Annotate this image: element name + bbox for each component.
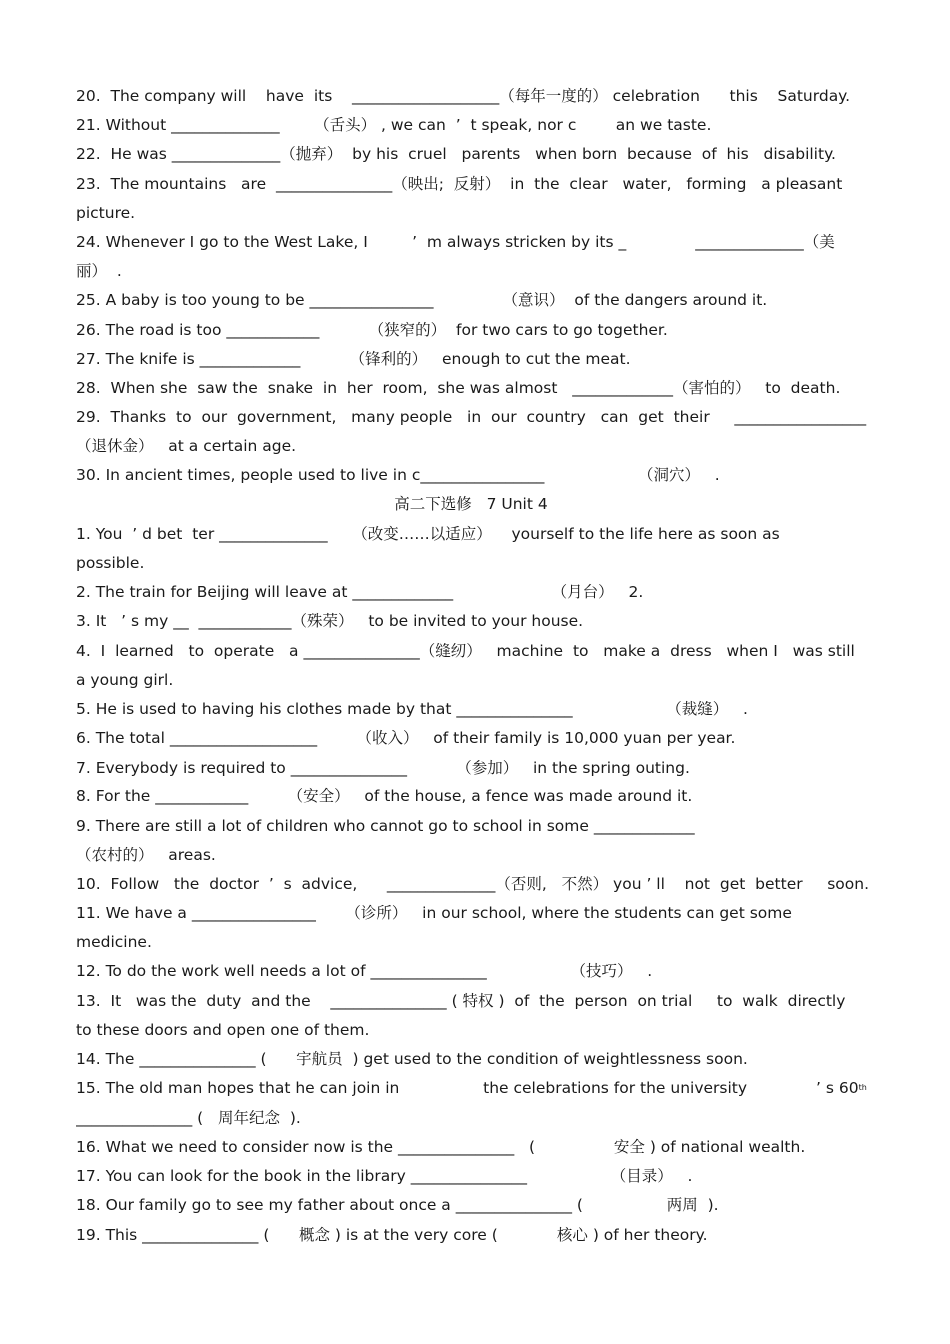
item-21: 21. Without ______________ （舌头） , we can ’ t speak, nor c an we taste. [76, 116, 712, 134]
item-23-cont: picture. [76, 204, 136, 222]
item-b7: 7. Everybody is required to _______________ （参加） in the spring outing. [76, 759, 690, 777]
item-b19: 19. This _______________ ( 概念 ) is at the very core ( 核心 ) of her theory. [76, 1226, 708, 1244]
item-26: 26. The road is too ____________ （狭窄的） for two cars to go together. [76, 321, 668, 339]
item-23: 23. The mountains are _______________（映出; 反射） in the clear water, forming a pleasant [76, 175, 843, 193]
item-b15-text: 15. The old man hopes that he can join in the celebrations for the university ’ s 60 [76, 1079, 859, 1097]
item-b1: 1. You ’ d bet ter ______________ （改变……以适应） yourself to the life here as soon as [76, 525, 780, 543]
item-b2: 2. The train for Beijing will leave at _____________ （月台） 2. [76, 583, 644, 601]
item-b9: 9. There are still a lot of children who cannot go to school in some _____________ [76, 817, 695, 835]
item-b6: 6. The total ___________________ （收入） of their family is 10,000 yuan per year. [76, 729, 736, 747]
item-b8: 8. For the ____________ （安全） of the house, a fence was made around it. [76, 787, 693, 805]
section-title: 高二下选修 7 Unit 4 [394, 495, 548, 513]
item-28: 28. When she saw the snake in her room, she was almost _____________（害怕的） to death. [76, 379, 841, 397]
item-b13: 13. It was the duty and the _______________ ( 特权 ) of the person on trial to walk directly [76, 992, 846, 1010]
item-b12: 12. To do the work well needs a lot of _______________ （技巧） . [76, 962, 653, 980]
item-b4: 4. I learned to operate a _______________（缝纫） machine to make a dress when I was still [76, 642, 855, 660]
item-24: 24. Whenever I go to the West Lake, I ’ m always stricken by its _ ______________（美 [76, 233, 835, 251]
item-b15 [76, 1078, 876, 1098]
item-25: 25. A baby is too young to be ________________ （意识） of the dangers around it. [76, 291, 768, 309]
item-b5: 5. He is used to having his clothes made by that _______________ （裁缝） . [76, 700, 748, 718]
item-b3: 3. It ’ s my __ ____________（殊荣） to be invited to your house. [76, 612, 584, 630]
item-b15-cont: _______________ ( 周年纪念 ). [76, 1109, 301, 1127]
item-b14: 14. The _______________ ( 宇航员 ) get used to the condition of weightlessness soon. [76, 1050, 748, 1068]
item-27: 27. The knife is _____________ （锋利的） enough to cut the meat. [76, 350, 631, 368]
item-b17: 17. You can look for the book in the library _______________ （目录） . [76, 1167, 693, 1185]
item-b10: 10. Follow the doctor ’ s advice, ______________（否则, 不然） you ’ ll not get better soon. [76, 875, 870, 893]
item-b11: 11. We have a ________________ （诊所） in our school, where the students can get some [76, 904, 792, 922]
ordinal-suffix: th [858, 1083, 867, 1092]
item-29-cont: （退休金） at a certain age. [76, 437, 297, 455]
item-24-cont: 丽） . [76, 262, 122, 280]
item-b1-cont: possible. [76, 554, 145, 572]
item-b9-cont: （农村的） areas. [76, 846, 216, 864]
item-20: 20. The company will have its ___________________（每年一度的） celebration this Saturday. [76, 87, 851, 105]
item-b13-cont: to these doors and open one of them. [76, 1021, 370, 1039]
item-b18: 18. Our family go to see my father about once a _______________ ( 两周 ). [76, 1196, 719, 1214]
item-22: 22. He was ______________（抛弃） by his cruel parents when born because of his disability. [76, 145, 836, 163]
item-b4-cont: a young girl. [76, 671, 174, 689]
item-b16: 16. What we need to consider now is the _______________ ( 安全 ) of national wealth. [76, 1138, 806, 1156]
item-b11-cont: medicine. [76, 933, 152, 951]
item-30: 30. In ancient times, people used to live in c________________ （洞穴） . [76, 466, 720, 484]
item-29: 29. Thanks to our government, many people in our country can get their _________________ [76, 408, 867, 426]
